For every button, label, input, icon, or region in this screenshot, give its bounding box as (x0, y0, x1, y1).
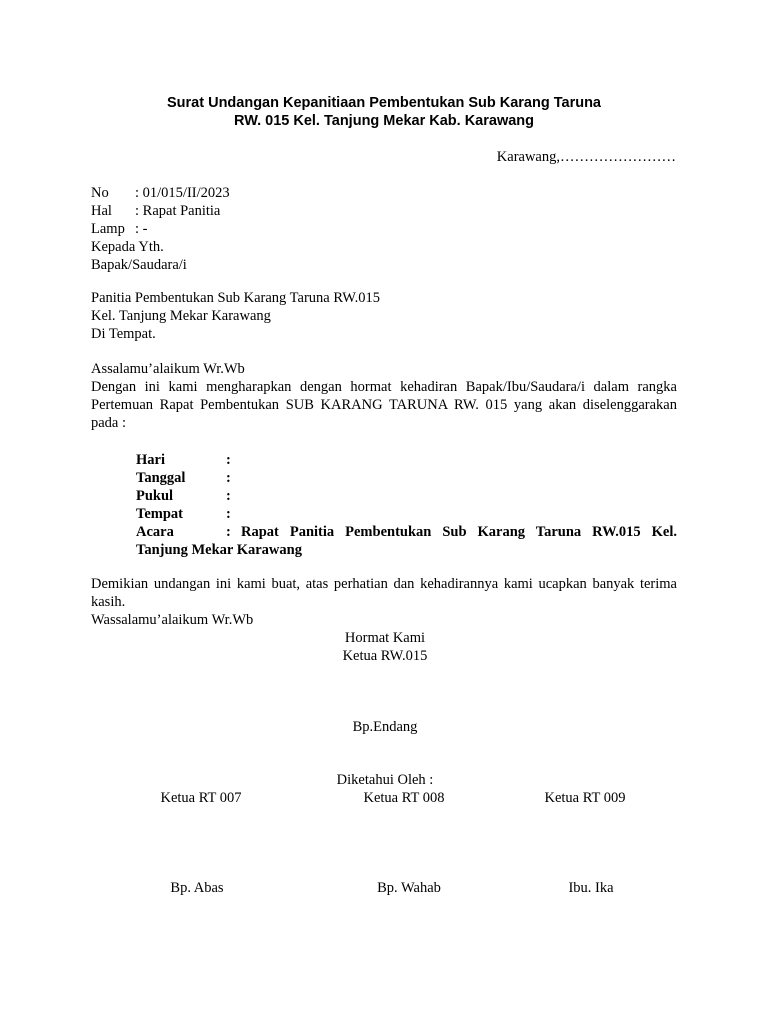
rt-007-name: Bp. Abas (170, 880, 224, 896)
agenda-date-label: Tanggal (136, 470, 186, 486)
agenda-place: Tempat : (136, 506, 231, 522)
recipient-salutation: Kepada Yth. (91, 239, 164, 255)
agenda-date: Tanggal : (136, 470, 231, 486)
rt-009-name: Ibu. Ika (568, 880, 614, 896)
meta-number (91, 184, 230, 202)
recipient-line-3: Di Tempat. (91, 326, 156, 342)
place-date: Karawang,…………………… (496, 149, 676, 165)
agenda-block (136, 451, 677, 559)
meta-attachment-value: : - (135, 221, 148, 237)
letter-title-line-1: Surat Undangan Kepanitiaan Pembentukan Sub Karang Taruna (167, 95, 601, 111)
signatory-position: Ketua RW.015 (342, 648, 428, 664)
farewell: Wassalamu’alaikum Wr.Wb (91, 612, 254, 628)
recipient-line-1: Panitia Pembentukan Sub Karang Taruna RW.015 (91, 290, 380, 306)
agenda-time-label: Pukul (136, 488, 174, 504)
agenda-event: Acara : Rapat Panitia Pembentukan Sub Karang Taruna RW.015 Kel. Tanjung Mekar Karawang (136, 524, 677, 558)
meta-number-label: No (91, 185, 109, 201)
respect-line: Hormat Kami (344, 630, 426, 646)
meta-attachment (91, 220, 230, 238)
signatory-name: Bp.Endang (352, 719, 418, 735)
signatory-heading (285, 629, 485, 665)
intro-paragraph: Dengan ini kami mengharapkan dengan hormat kehadiran Bapak/Ibu/Saudara/i dalam rangka Pertemuan Rapat Pembentukan SUB KARANG TARUNA RW. 015 yang akan diselenggarakan pada : (91, 379, 677, 431)
agenda-time: Pukul : (136, 488, 231, 504)
recipient-address (91, 289, 677, 343)
rt-008-name: Bp. Wahab (377, 880, 441, 896)
letter-opening (91, 360, 677, 432)
agenda-event-value: Rapat Panitia Pembentukan Sub Karang Taruna RW.015 Kel. Tanjung Mekar Karawang (136, 524, 677, 558)
letter-closing (91, 575, 677, 629)
rt-009-position: Ketua RT 009 (544, 790, 626, 806)
acknowledged-by: Diketahui Oleh : (336, 772, 434, 788)
agenda-place-label: Tempat (136, 506, 183, 522)
agenda-event-label: Acara (136, 524, 174, 540)
letter-title-line-2: RW. 015 Kel. Tanjung Mekar Kab. Karawang (233, 113, 535, 129)
rt-008-position: Ketua RT 008 (363, 790, 445, 806)
recipient-line-2: Kel. Tanjung Mekar Karawang (91, 308, 271, 324)
agenda-day-label: Hari (136, 452, 165, 468)
agenda-day: Hari : (136, 452, 231, 468)
greeting: Assalamu’alaikum Wr.Wb (91, 361, 245, 377)
letter-meta (91, 184, 230, 274)
meta-attachment-label: Lamp (91, 221, 125, 237)
meta-subject (91, 202, 230, 220)
meta-subject-label: Hal (91, 203, 112, 219)
recipient-title: Bapak/Saudara/i (91, 257, 187, 273)
rt-007-position: Ketua RT 007 (160, 790, 242, 806)
meta-subject-value: : Rapat Panitia (135, 203, 221, 219)
meta-number-value: : 01/015/II/2023 (135, 185, 230, 201)
closing-paragraph: Demikian undangan ini kami buat, atas perhatian dan kehadirannya kami ucapkan banyak terima kasih. (91, 576, 677, 610)
